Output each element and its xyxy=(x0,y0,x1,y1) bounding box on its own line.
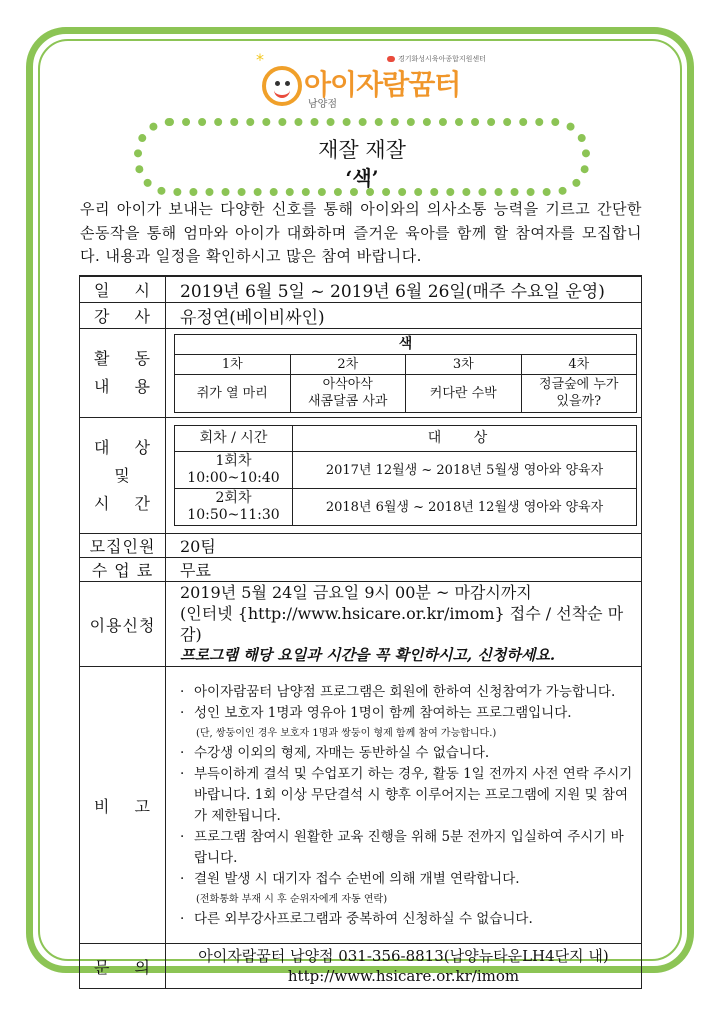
session-3: 3차 xyxy=(406,354,522,374)
value-fee: 무료 xyxy=(166,558,642,582)
note-sub-twins: (단, 쌍둥이인 경우 보호자 1명과 쌍둥이 형제 함께 참여 가능합니다.) xyxy=(196,728,497,739)
row-target xyxy=(80,418,642,534)
activity-theme: 색 xyxy=(175,334,637,354)
note-item: · 결원 발생 시 대기자 접수 순번에 의해 개별 연락합니다. xyxy=(180,871,520,887)
note-sub-absence: (전화통화 부재 시 후 순위자에게 자동 연락) xyxy=(196,894,388,905)
row-instructor xyxy=(80,303,642,329)
head-target: 대 상 xyxy=(293,426,637,452)
label-target-2: 및 xyxy=(114,465,131,485)
label-notes: 비 고 xyxy=(80,667,166,944)
label-fee: 수 업 료 xyxy=(80,558,166,582)
row-contact xyxy=(80,944,642,989)
apply-line3: 프로그램 해당 요일과 시간을 꼭 확인하시고, 신청하세요. xyxy=(180,646,556,664)
note-item: · 아이자람꿈터 남양점 프로그램은 회원에 한하여 신청참여가 가능합니다. xyxy=(180,684,616,700)
logo-name: 아이자람꿈터 xyxy=(304,68,461,101)
org-mark-icon xyxy=(387,56,395,62)
label-date: 일 시 xyxy=(80,276,166,303)
row-fee xyxy=(80,558,642,582)
row-notes xyxy=(80,667,642,944)
target-cell xyxy=(166,418,642,534)
star-icon: * xyxy=(256,50,264,69)
label-target xyxy=(80,418,166,534)
slot-1-target: 2017년 12월생 ~ 2018년 5월생 영아와 양육자 xyxy=(293,452,637,489)
activity-subtable xyxy=(174,334,637,413)
value-apply xyxy=(166,582,642,667)
label-activity-1: 활 동 xyxy=(94,349,151,368)
apply-line1: 2019년 5월 24일 금요일 9시 00분 ~ 마감시까지 xyxy=(180,583,532,602)
target-subtable xyxy=(174,425,637,526)
row-apply xyxy=(80,582,642,667)
note-item: · 수강생 이외의 형제, 자매는 동반하실 수 없습니다. xyxy=(180,745,490,761)
session-4: 4차 xyxy=(521,354,637,374)
note-item: · 부득이하게 결석 및 수업포기 하는 경우, 활동 1일 전까지 사전 연락 주시기 바랍니다. 1회 이상 무단결석 시 향후 이루어지는 프로그램에 지원 및 참여가 제한됩니다. xyxy=(180,766,633,824)
slot-2-time: 2회차 10:50~11:30 xyxy=(175,489,293,526)
note-item: · 프로그램 참여시 원활한 교육 진행을 위해 5분 전까지 입실하여 주시기 바랍니다. xyxy=(180,829,624,866)
slot-1-time: 1회차 10:00~10:40 xyxy=(175,452,293,489)
label-activity xyxy=(80,329,166,418)
row-capacity xyxy=(80,534,642,558)
activity-cell xyxy=(166,329,642,418)
label-instructor: 강 사 xyxy=(80,303,166,329)
value-instructor: 유정연(베이비싸인) xyxy=(166,303,642,329)
session-1: 1차 xyxy=(175,354,291,374)
contact-line1: 아이자람꿈터 남양점 031-356-8813(남양뉴타운LH4단지 내) xyxy=(198,947,609,965)
content-3: 커다란 수박 xyxy=(406,374,522,412)
row-activity xyxy=(80,329,642,418)
contact-url[interactable]: http://www.hsicare.or.kr/imom xyxy=(287,967,520,985)
label-target-3: 시 간 xyxy=(94,493,151,513)
session-2: 2차 xyxy=(290,354,406,374)
info-table xyxy=(79,275,642,989)
label-activity-2: 내 용 xyxy=(94,377,151,396)
intro-text: 우리 아이가 보내는 다양한 신호를 통해 아이와의 의사소통 능력을 기르고 간단한 손동작을 통해 엄마와 아이가 대화하며 즐거운 육아를 함께 할 참여자를 모집합니다. 내용과 일정을 확인하시고 많은 참여 바랍니다. xyxy=(80,200,642,265)
logo xyxy=(252,50,486,110)
label-target-1: 대 상 xyxy=(94,437,151,457)
title-box xyxy=(134,118,590,196)
label-contact: 문 의 xyxy=(80,944,166,989)
head-time: 회차 / 시간 xyxy=(175,426,293,452)
note-item: · 성인 보호자 1명과 영유아 1명이 함께 참여하는 프로그램입니다. xyxy=(180,705,572,721)
value-capacity: 20팀 xyxy=(166,534,642,558)
apply-line2: (인터넷 {http://www.hsicare.or.kr/imom} 접수 / 선착순 마감) xyxy=(180,604,624,644)
logo-branch: 남양점 xyxy=(308,99,337,110)
value-date: 2019년 6월 5일 ~ 2019년 6월 26일(매주 수요일 운영) xyxy=(166,276,642,303)
title-line2: ‘색’ xyxy=(345,166,379,190)
smiley-face-icon xyxy=(262,66,302,106)
row-date xyxy=(80,276,642,303)
content-2: 아삭아삭 새콤달콤 사과 xyxy=(290,374,406,412)
logo-org: 경기화성시육아종합지원센터 xyxy=(387,54,486,64)
label-apply: 이용신청 xyxy=(80,582,166,667)
content-4: 정글숲에 누가 있을까? xyxy=(521,374,637,412)
content-1: 쥐가 열 마리 xyxy=(175,374,291,412)
label-capacity: 모집인원 xyxy=(80,534,166,558)
note-item: · 다른 외부강사프로그램과 중복하여 신청하실 수 없습니다. xyxy=(180,911,533,927)
slot-2-target: 2018년 6월생 ~ 2018년 12월생 영아와 양육자 xyxy=(293,489,637,526)
notes-cell xyxy=(166,667,642,944)
title-line1: 재잘 재잘 xyxy=(318,138,406,162)
value-contact xyxy=(166,944,642,989)
